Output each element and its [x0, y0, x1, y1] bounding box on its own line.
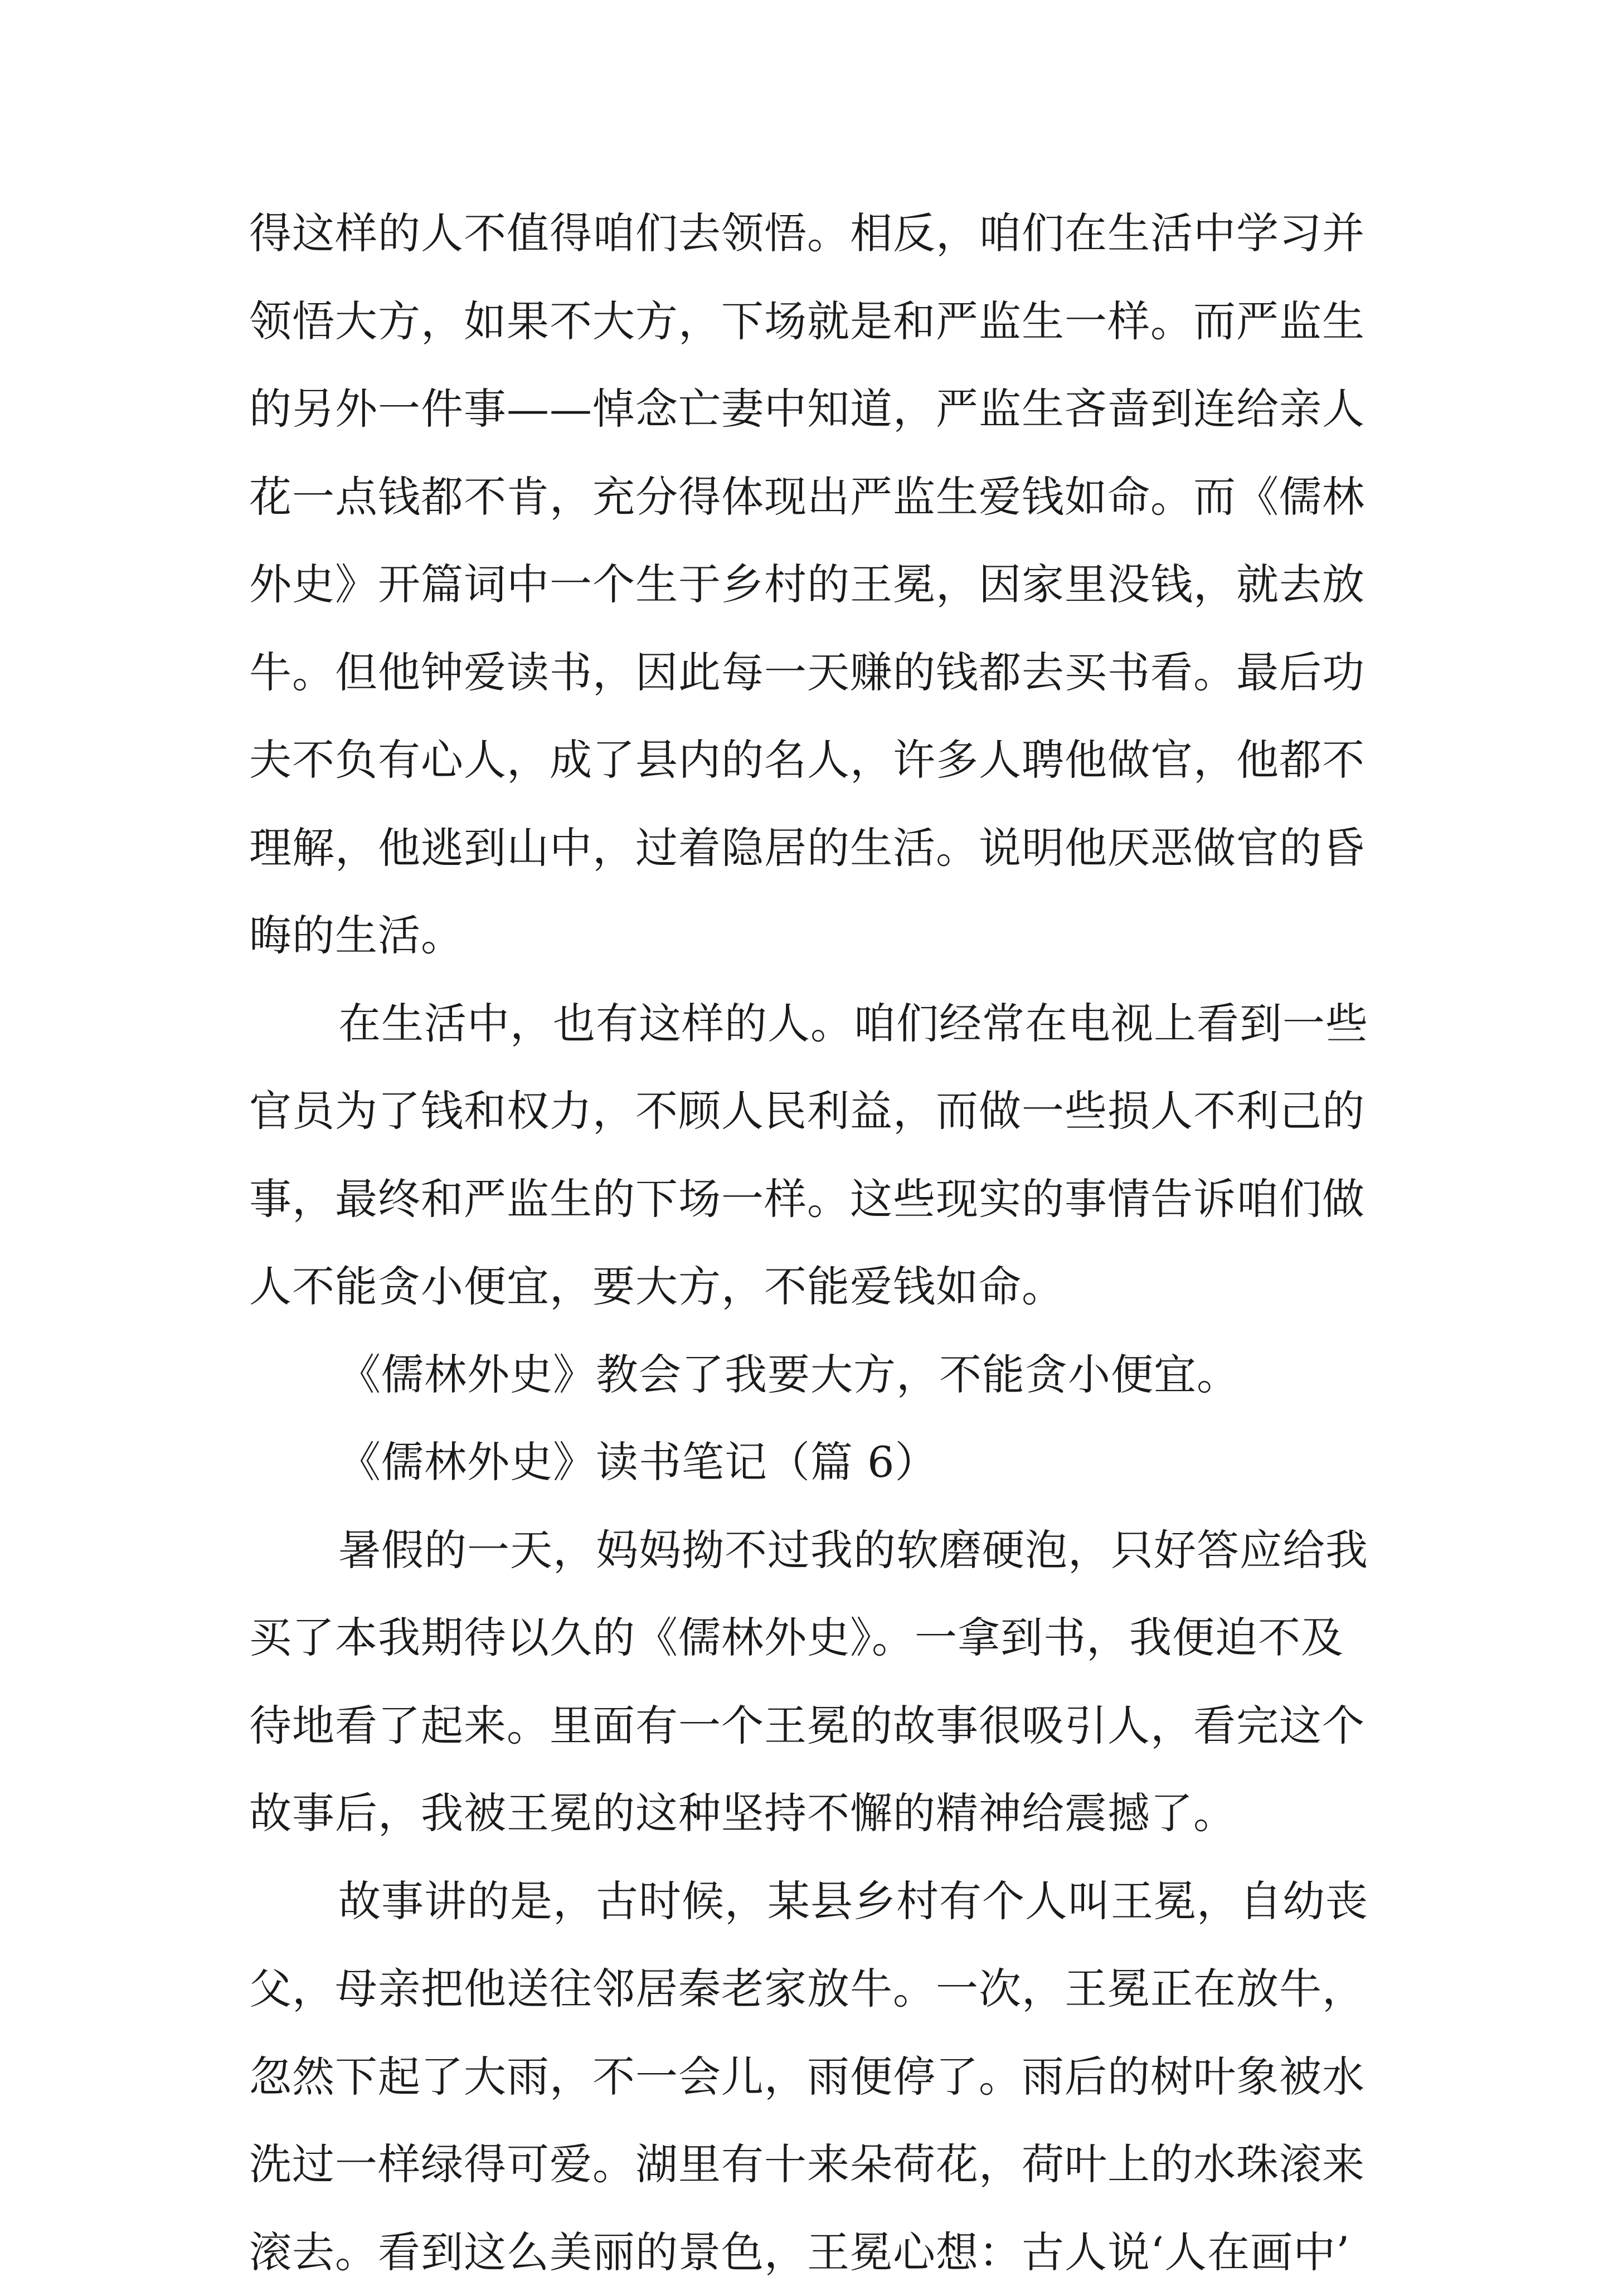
- text-line: 忽然下起了大雨，不一会儿，雨便停了。雨后的树叶象被水: [249, 2033, 1372, 2121]
- text-line: 牛。但他钟爱读书，因此每一天赚的钱都去买书看。最后功: [249, 629, 1372, 717]
- text-line: 买了本我期待以久的《儒林外史》。一拿到书，我便迫不及: [249, 1594, 1372, 1682]
- text-line: 领悟大方，如果不大方，下场就是和严监生一样。而严监生: [249, 278, 1372, 366]
- text-line: 父，母亲把他送往邻居秦老家放牛。一次，王冕正在放牛，: [249, 1945, 1372, 2033]
- paragraph-first-line: 故事讲的是，古时候，某县乡村有个人叫王冕，自幼丧: [249, 1857, 1372, 1945]
- text-line: 滚去。看到这么美丽的景色，王冕心想：古人说‘人在画中’: [249, 2209, 1372, 2296]
- paragraph-first-line: 暑假的一天，妈妈拗不过我的软磨硬泡，只好答应给我: [249, 1506, 1372, 1594]
- text-line: 晦的生活。: [249, 892, 1372, 980]
- text-line: 得这样的人不值得咱们去领悟。相反，咱们在生活中学习并: [249, 189, 1372, 278]
- text-line: 待地看了起来。里面有一个王冕的故事很吸引人，看完这个: [249, 1682, 1372, 1770]
- text-line: 官员为了钱和权力，不顾人民利益，而做一些损人不利己的: [249, 1067, 1372, 1155]
- text-line: 花一点钱都不肯，充分得体现出严监生爱钱如命。而《儒林: [249, 453, 1372, 541]
- section-heading: 《儒林外史》读书笔记（篇 6）: [249, 1418, 1372, 1506]
- text-line: 的另外一件事——悼念亡妻中知道，严监生吝啬到连给亲人: [249, 365, 1372, 453]
- text-line: 洗过一样绿得可爱。湖里有十来朵荷花，荷叶上的水珠滚来: [249, 2120, 1372, 2209]
- text-line: 理解，他逃到山中，过着隐居的生活。说明他厌恶做官的昏: [249, 804, 1372, 892]
- text-line: 故事后，我被王冕的这种坚持不懈的精神给震撼了。: [249, 1769, 1372, 1857]
- text-line: 外史》开篇词中一个生于乡村的王冕，因家里没钱，就去放: [249, 541, 1372, 629]
- paragraph-first-line: 在生活中，也有这样的人。咱们经常在电视上看到一些: [249, 980, 1372, 1068]
- paragraph-first-line: 《儒林外史》教会了我要大方，不能贪小便宜。: [249, 1331, 1372, 1419]
- text-line: 事，最终和严监生的下场一样。这些现实的事情告诉咱们做: [249, 1155, 1372, 1243]
- document-body: [249, 189, 1372, 2296]
- text-line: 夫不负有心人，成了县内的名人，许多人聘他做官，他都不: [249, 716, 1372, 804]
- text-line: 人不能贪小便宜，要大方，不能爱钱如命。: [249, 1243, 1372, 1331]
